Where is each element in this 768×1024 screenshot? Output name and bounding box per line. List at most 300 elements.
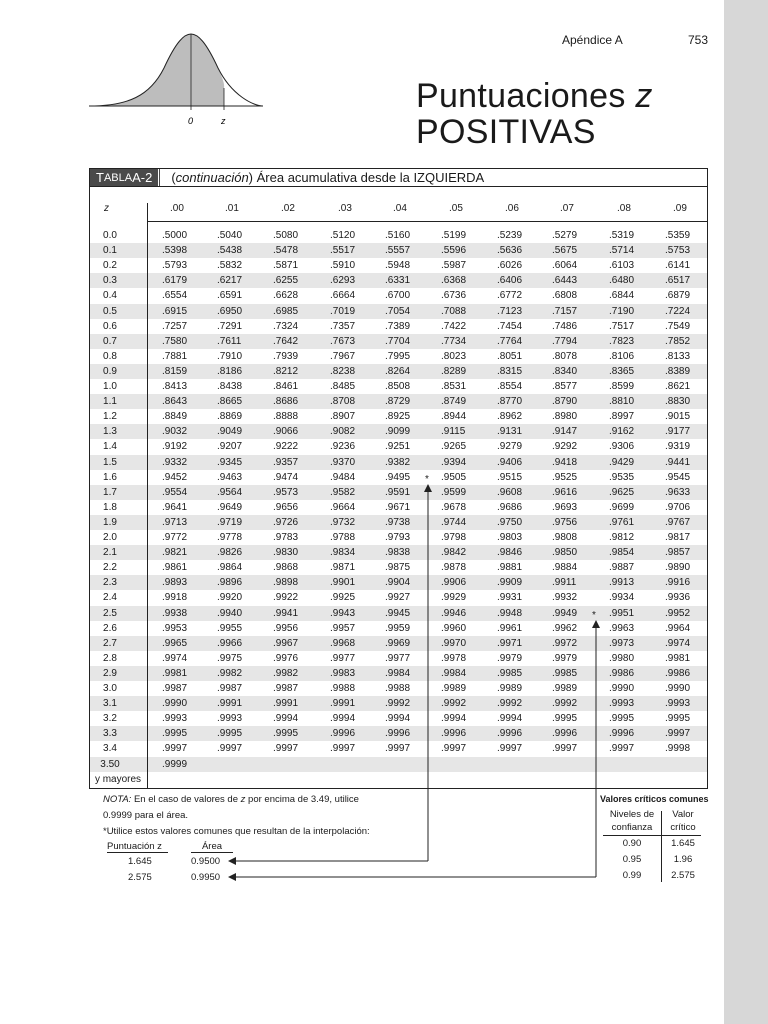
table-cell: .5596 [441,245,467,257]
table-cell: .8023 [441,350,467,362]
table-cell: .5040 [217,230,243,241]
table-cell: .9989 [497,683,523,694]
table-cell: .9821 [162,547,188,559]
table-cell: .8869 [217,411,243,423]
table-cell: .7673 [330,335,356,347]
table-cell: .6517 [665,275,691,287]
table-cell: .7642 [273,335,299,347]
table-cell: .9997 [385,743,411,755]
interpolation-star-left: * [425,474,429,485]
table-cell: .9992 [552,698,578,710]
table-cell: .9992 [497,698,523,710]
table-cell: .6443 [552,275,578,287]
table-cell: .9957 [330,622,356,634]
table-cell: .9706 [665,501,691,513]
table-caption-text: Área acumulativa desde la IZQUIERDA [256,170,485,185]
table-cell: .9515 [497,471,523,483]
table-cell: .9929 [441,592,467,604]
table-cell: .9890 [665,562,691,574]
interp-area-1: 0.9500 [191,856,221,867]
table-cell: .9952 [665,607,691,619]
table-cell: .9744 [441,516,467,528]
table-cell: .9936 [665,592,691,604]
table-cell: .9974 [665,637,691,649]
table-cell: .6141 [665,260,691,272]
table-cell: .9484 [330,471,356,483]
table-cell: .9826 [217,547,243,559]
table-cell: .9463 [217,471,243,483]
table-cell: .9738 [385,516,411,528]
table-cell: .9798 [441,532,467,543]
table-cell: .9881 [497,562,523,574]
row-z-value: 0.0 [103,230,117,241]
table-cell: .9893 [162,577,188,589]
table-cell: .8340 [552,365,578,377]
table-cell: .9968 [330,637,356,649]
table-cell: .9817 [665,532,691,543]
table-cell: .9898 [273,577,299,589]
table-cell: .9535 [609,471,635,483]
table-cell: .7549 [665,320,691,332]
curve-label-z: z [221,116,226,126]
table-cell: .9726 [273,516,299,528]
table-cell: .6808 [552,290,578,302]
table-cell: .7995 [385,350,411,362]
table-cell: .5910 [330,260,356,272]
table-cell: .8907 [330,411,356,423]
table-cell: .9049 [217,426,243,438]
table-cell: .9625 [609,486,635,498]
table-cell: .8315 [497,365,523,377]
table-row [90,258,707,273]
table-cell: .9306 [609,441,635,453]
table-cell: .6293 [330,275,356,287]
row-z-value: 0.2 [103,260,117,272]
table-row [90,530,707,545]
row-z-value: 1.2 [103,411,117,423]
table-cell: .7324 [273,320,299,332]
table-row [90,439,707,454]
table-header-rule [147,221,708,222]
table-cell: .9996 [552,728,578,740]
table-cell: .5517 [330,245,356,257]
table-cell: .9545 [665,471,691,483]
interp-header-z: Puntuación z [107,841,168,853]
table-row [90,621,707,636]
table-cell: .7422 [441,320,467,332]
table-cell: .9474 [273,471,299,483]
table-cell: .9994 [330,713,356,725]
note-text-b: por encima de 3.49, utilice [245,794,359,805]
table-cell: .9830 [273,547,299,559]
table-cell: .9793 [385,532,411,543]
table-cell: .9996 [609,728,635,740]
table-cell: .9989 [441,683,467,694]
column-header: .07 [560,203,574,214]
table-cell: .9997 [609,743,635,755]
table-cell: .9982 [273,667,299,679]
table-cell: .9857 [665,547,691,559]
table-cell: .9985 [497,667,523,679]
table-row [90,304,707,319]
table-cell: .9920 [217,592,243,604]
table-cell: .9495 [385,471,411,483]
critical-divider-vertical [661,811,662,882]
table-cell: .7910 [217,350,243,362]
table-cell: .6628 [273,290,299,302]
table-cell: .7454 [497,320,523,332]
table-cell: .9279 [497,441,523,453]
table-row [90,545,707,560]
table-cell: .9357 [273,456,299,468]
column-header: .01 [225,203,239,214]
table-cell: .9783 [273,532,299,543]
table-cell: .9812 [609,532,635,543]
table-cell: .9131 [497,426,523,438]
note-z: z [240,794,246,805]
table-cell: .9913 [609,577,635,589]
critical-value-1: 1.645 [671,838,695,849]
table-cell: .5557 [385,245,411,257]
table-cell: .9750 [497,516,523,528]
column-header: .00 [170,203,184,214]
table-cell: .9896 [217,577,243,589]
table-cell: .5319 [609,230,635,241]
table-cell: .9986 [665,667,691,679]
table-cell: .7019 [330,305,356,317]
table-cell: .7881 [162,350,188,362]
table-cell: .5359 [665,230,691,241]
table-cell: .5438 [217,245,243,257]
table-cell: .9996 [497,728,523,740]
table-cell: .9525 [552,471,578,483]
table-cell: .9678 [441,501,467,513]
table-cell: .8888 [273,411,299,423]
table-cell: .9871 [330,562,356,574]
table-cell: .8554 [497,381,523,392]
table-cell: .9965 [162,637,188,649]
table-cell: .9292 [552,441,578,453]
table-row [90,696,707,711]
table-cell: .8665 [217,396,243,408]
table-cell: .5199 [441,230,467,241]
table-cell: .5120 [330,230,356,241]
table-cell: .5948 [385,260,411,272]
table-cell: .9959 [385,622,411,634]
table-cell: .9671 [385,501,411,513]
table-cell: .8389 [665,365,691,377]
table-cell: .9573 [273,486,299,498]
table-cell: .9864 [217,562,243,574]
table-row [90,379,707,394]
table-cell: .7852 [665,335,691,347]
table-cell: .8810 [609,396,635,408]
table-cell: .6255 [273,275,299,287]
table-row [90,590,707,605]
table-cell: .8980 [552,411,578,423]
table-row [90,409,707,424]
table-cell: .8686 [273,396,299,408]
row-z-value: 0.1 [103,245,117,257]
table-cell: .9979 [552,652,578,664]
table-cell: .9887 [609,562,635,574]
table-cell: .8830 [665,396,691,408]
row-z-value: 1.0 [103,381,117,392]
row-z-value: 2.8 [103,652,117,664]
table-cell: .9984 [385,667,411,679]
row-z-value: 0.3 [103,275,117,287]
row-z-value: 1.9 [103,516,117,528]
table-row [90,711,707,726]
table-cell: .9192 [162,441,188,453]
table-cell: .9505 [441,471,467,483]
table-cell: .9846 [497,547,523,559]
table-cell: .8438 [217,381,243,392]
table-cell: .6950 [217,305,243,317]
table-cell: .9608 [497,486,523,498]
table-cell: .7357 [330,320,356,332]
table-cell: .6844 [609,290,635,302]
table-cell: .5000 [162,230,188,241]
table-cell: .9236 [330,441,356,453]
table-cell: .9032 [162,426,188,438]
table-cell: .8238 [330,365,356,377]
table-cell: .9911 [552,577,577,589]
table-cell: .7190 [609,305,635,317]
note-line1 [103,794,359,805]
note-line2: 0.9999 para el área. [103,810,189,821]
table-cell: .9941 [273,607,299,619]
table-cell: .8643 [162,396,188,408]
table-cell: .9878 [441,562,467,574]
table-cell: .9960 [441,622,467,634]
table-row [90,560,707,575]
table-cell: .9916 [665,577,691,589]
table-cell: .7291 [217,320,243,332]
normal-curve-figure [88,28,264,132]
table-cell: .9943 [330,607,356,619]
table-cell: .9972 [552,637,578,649]
critical-value-3: 2.575 [671,870,695,881]
table-cell: .6664 [330,290,356,302]
table-cell: .9418 [552,456,578,468]
table-cell: .9265 [441,441,467,453]
table-cell: .5753 [665,245,691,257]
row-z-value: 2.7 [103,637,117,649]
interp-header-area: Área [191,841,233,853]
critical-col2-header-2: crítico [670,822,696,833]
row-z-value: 1.1 [103,396,117,408]
table-row [90,364,707,379]
table-cell: .9995 [609,713,635,725]
table-cell: .9370 [330,456,356,468]
table-cell: .9983 [330,667,356,679]
table-cell: .5714 [609,245,635,257]
note-line3: *Utilice estos valores comunes que resultan de la interpolación: [103,826,370,837]
column-header: .03 [338,203,352,214]
table-cell: .9994 [441,713,467,725]
table-cell: .9616 [552,486,578,498]
table-cell: .6331 [385,275,411,287]
table-cell: .8365 [609,365,635,377]
table-cell: .8708 [330,396,356,408]
row-z-value: y mayores [94,773,142,785]
table-row [90,273,707,288]
table-cell: .9940 [217,607,243,619]
title-z: z [635,77,653,115]
table-cell: .8485 [330,381,356,392]
table-cell: .9967 [273,637,299,649]
table-cell: .9970 [441,637,467,649]
table-cell: .9993 [665,698,691,710]
row-z-value: 0.7 [103,335,117,347]
table-cell: .8770 [497,396,523,408]
table-cell: .9993 [162,713,188,725]
table-cell: .9951 [609,607,635,619]
table-row [90,636,707,651]
table-cell: .6700 [385,290,411,302]
table-cell: .9981 [665,652,691,664]
page-title-line2: POSITIVAS [416,113,596,151]
table-cell: .9955 [217,622,243,634]
table-cell: .8289 [441,365,467,377]
table-cell: .9591 [385,486,411,498]
table-row [90,243,707,258]
table-cell: .8078 [552,350,578,362]
table-cell: .9884 [552,562,578,574]
table-cell: .6915 [162,305,188,317]
table-cell: .5871 [273,260,299,272]
table-title-bar [89,168,708,187]
table-cell: .5832 [217,260,243,272]
table-cell: .6217 [217,275,243,287]
table-cell: .9115 [441,426,466,438]
table-cell: .9732 [330,516,356,528]
table-cell: .9808 [552,532,578,543]
critical-col1-header-1: Niveles de [609,809,655,820]
table-cell: .9875 [385,562,411,574]
table-cell: .8264 [385,365,411,377]
table-cell: .9803 [497,532,523,543]
table-row [90,228,707,243]
table-cell: .9066 [273,426,299,438]
table-cell: .9394 [441,456,467,468]
table-row [90,681,707,696]
table-row [90,757,707,772]
table-cell: .9997 [217,743,243,755]
table-caption-italic: continuación [175,170,249,185]
table-row [90,485,707,500]
row-z-value: 2.9 [103,667,117,679]
table-cell: .9994 [497,713,523,725]
table-cell: .7734 [441,335,467,347]
table-cell: .9963 [609,622,635,634]
table-cell: .7157 [552,305,578,317]
table-cell: .9927 [385,592,411,604]
table-cell: .8461 [273,381,299,392]
table-cell: .5636 [497,245,523,257]
table-cell: .9978 [441,652,467,664]
critical-level-3: 0.99 [622,870,642,881]
table-cell: .9778 [217,532,243,543]
row-z-value: 1.6 [103,471,117,483]
table-cell: .5160 [385,230,411,241]
table-row [90,424,707,439]
table-cell: .7939 [273,350,299,362]
table-cell: .9948 [497,607,523,619]
table-cell: .9946 [441,607,467,619]
column-header: .09 [673,203,687,214]
interp-z-1: 1.645 [128,856,152,867]
table-cell: .7088 [441,305,467,317]
row-z-value: 3.4 [103,743,117,755]
table-cell: .9987 [162,683,188,694]
table-cell: .7611 [217,335,242,347]
table-cell: .7389 [385,320,411,332]
note-text-a: En el caso de valores de [131,794,241,805]
table-cell: .8749 [441,396,467,408]
page-number: 753 [688,33,709,47]
table-cell: .9995 [552,713,578,725]
table-caption: (continuación) Área acumulativa desde la IZQUIERDA [171,170,485,185]
table-cell: .9991 [273,698,299,710]
table-row [90,288,707,303]
table-cell: .9953 [162,622,188,634]
table-cell: .9992 [385,698,411,710]
row-z-value: 3.1 [103,698,117,710]
table-cell: .8925 [385,411,411,423]
table-cell: .9997 [273,743,299,755]
table-cell: .9868 [273,562,299,574]
table-cell: .9996 [441,728,467,740]
table-cell: .9997 [330,743,356,755]
table-row [90,515,707,530]
table-cell: .9938 [162,607,188,619]
table-cell: .9834 [330,547,356,559]
table-tag-first: T [96,170,104,185]
table-cell: .9222 [273,441,299,453]
table-tag-smallcaps: ABLA [103,171,133,184]
table-cell: .7704 [385,335,411,347]
critical-value-2: 1.96 [673,854,693,865]
table-cell: .9988 [330,683,356,694]
table-cell: .9989 [552,683,578,694]
table-row [90,651,707,666]
table-cell: .9925 [330,592,356,604]
interp-z-2: 2.575 [128,872,152,883]
table-cell: .9966 [217,637,243,649]
table-cell: .9633 [665,486,691,498]
interp-area-2: 0.9950 [191,872,221,883]
table-cell: .9945 [385,607,411,619]
table-cell: .9997 [441,743,467,755]
table-cell: .9995 [162,728,188,740]
table-cell: .8849 [162,411,188,423]
table-cell: .9986 [609,667,635,679]
table-cell: .9988 [385,683,411,694]
row-z-value: 0.4 [103,290,117,302]
row-z-value: 1.3 [103,426,117,438]
table-cell: .5478 [273,245,299,257]
table-cell: .9656 [273,501,299,513]
table-cell: .8051 [497,350,523,362]
table-cell: .5675 [552,245,578,257]
table-cell: .9995 [665,713,691,725]
table-cell: .9990 [609,683,635,694]
table-cell: .9713 [162,516,188,528]
table-cell: .9932 [552,592,578,604]
table-cell: .6554 [162,290,188,302]
